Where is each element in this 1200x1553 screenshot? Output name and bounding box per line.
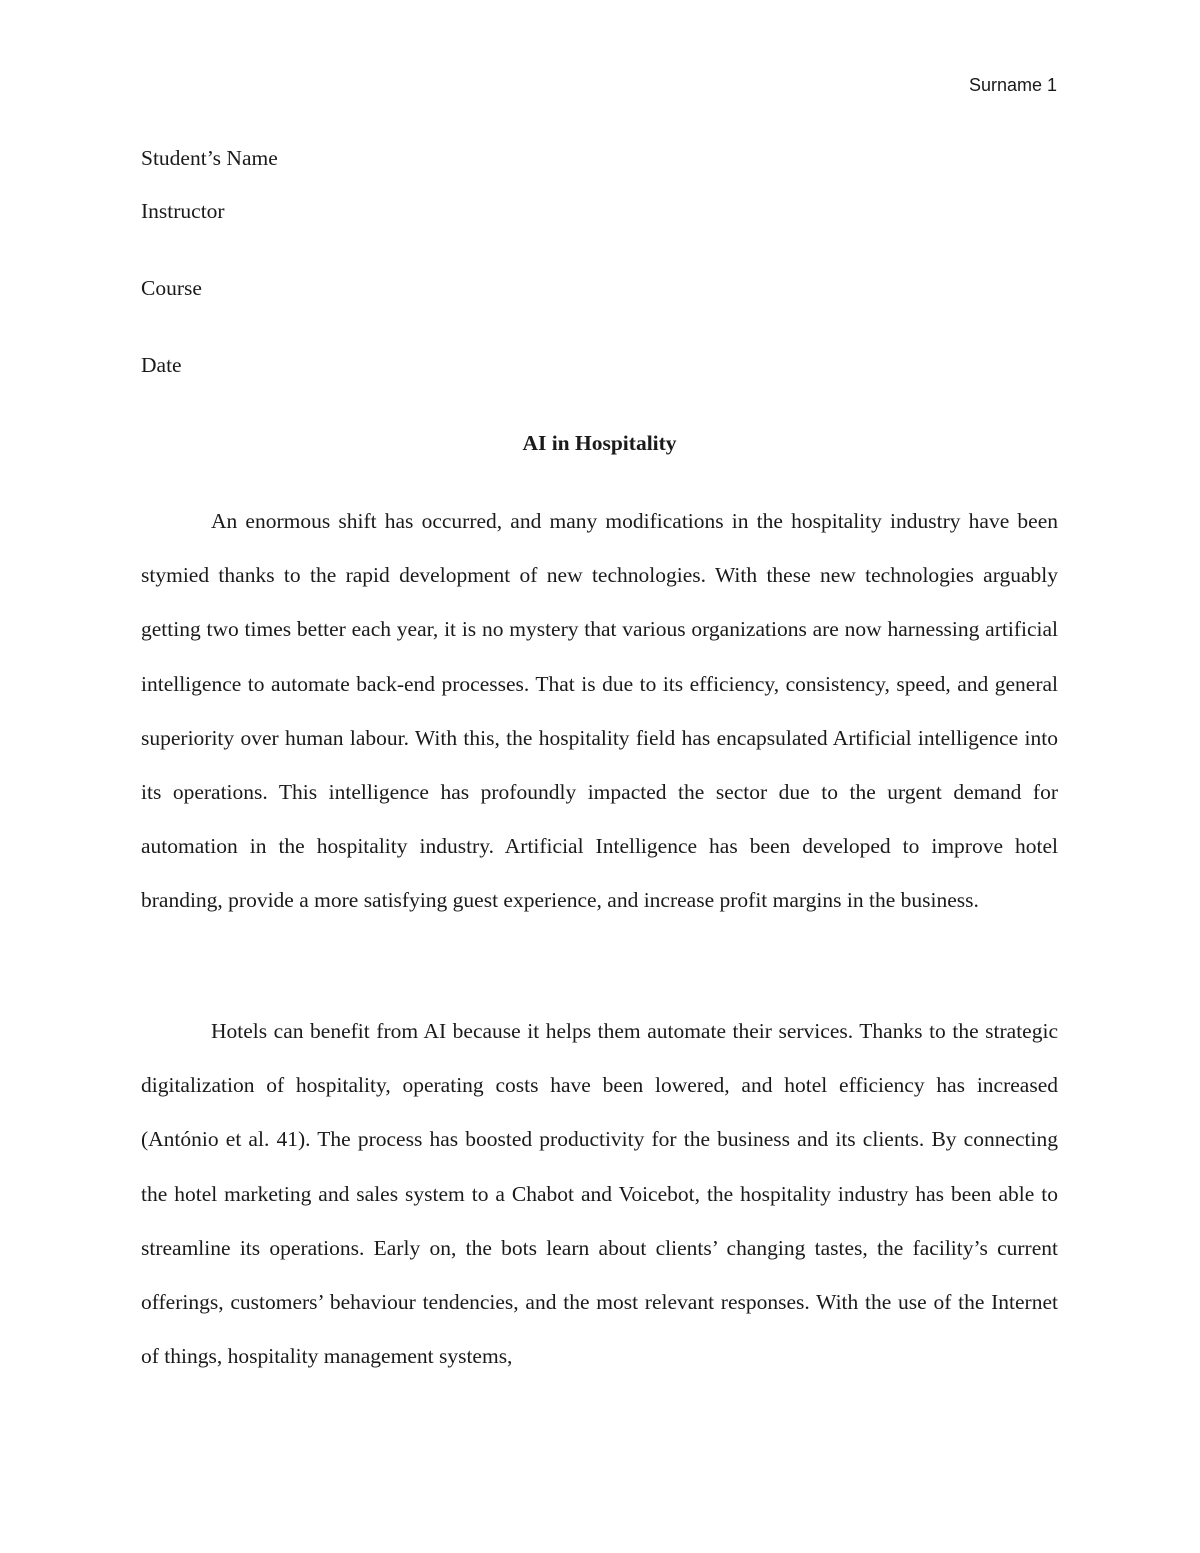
student-name: Student’s Name <box>141 146 278 170</box>
date: Date <box>141 353 182 377</box>
instructor-name: Instructor <box>141 199 225 223</box>
paragraph-1: An enormous shift has occurred, and many modifications in the hospitality industry have been stymied thanks to the rapid development of new technologies. With these new technologies arguably getting two times better each year, it is no mystery that various organizations are now harnessing artificial intelligence to automate back-end processes. That is due to its efficiency, consistency, speed, and general superiority over human labour. With this, the hospitality field has encapsulated Artificial intelligence into its operations. This intelligence has profoundly impacted the sector due to the urgent demand for automation in the hospitality industry. Artificial Intelligence has been developed to improve hotel branding, provide a more satisfying guest experience, and increase profit margins in the business. <box>141 509 1058 913</box>
course-name: Course <box>141 276 202 300</box>
running-head: Surname 1 <box>968 75 1057 95</box>
essay-title: AI in Hospitality <box>522 431 677 455</box>
paragraph-2: Hotels can benefit from AI because it helps them automate their services. Thanks to the strategic digitalization of hospitality, operating costs have been lowered, and hotel efficiency has increased (António et al. 41). The process has boosted productivity for the business and its clients. By connecting the hotel marketing and sales system to a Chabot and Voicebot, the hospitality industry has been able to streamline its operations. Early on, the bots learn about clients’ changing tastes, the facility’s current offerings, customers’ behaviour tendencies, and the most relevant responses. With the use of the Internet of things, hospitality management systems, <box>141 1019 1058 1369</box>
